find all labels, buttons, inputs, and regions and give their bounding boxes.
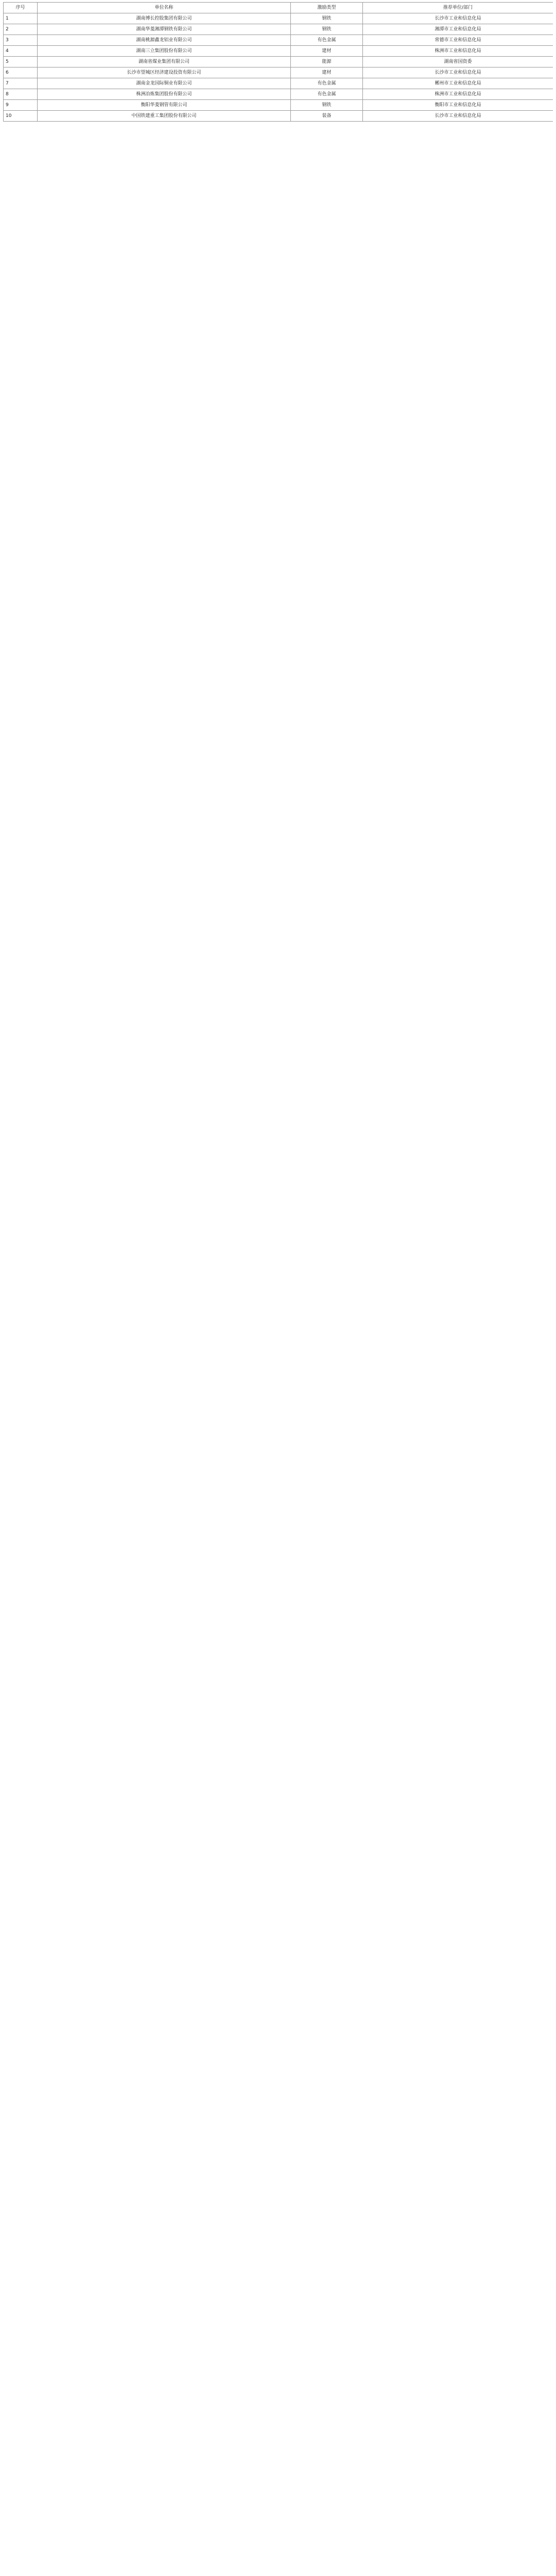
table-row [4,13,553,24]
cell-department: 长沙市工业和信息化局 [363,67,553,78]
cell-department: 长沙市工业和信息化局 [363,111,553,122]
cell-department: 湖南省国资委 [363,57,553,67]
cell-unit: 湖南三立集团股份有限公司 [38,46,291,57]
cell-category: 有色金属 [291,35,363,46]
table-row [4,67,553,78]
cell-no: 9 [4,100,38,111]
table-row [4,24,553,35]
cell-department: 衡阳市工业和信息化局 [363,100,553,111]
cell-category: 建材 [291,46,363,57]
cell-no: 1 [4,13,38,24]
cell-no: 10 [4,111,38,122]
cell-category: 钢铁 [291,24,363,35]
table-row [4,111,553,122]
cell-department: 常德市工业和信息化局 [363,35,553,46]
cell-category: 有色金属 [291,89,363,100]
cell-category: 钢铁 [291,100,363,111]
cell-no: 4 [4,46,38,57]
cell-category: 钢铁 [291,13,363,24]
cell-unit: 湖南桃源鑫龙铝业有限公司 [38,35,291,46]
table-header-row [4,3,553,13]
cell-unit: 长沙市望城区经济建设投资有限公司 [38,67,291,78]
cell-unit: 湖南省煤业集团有限公司 [38,57,291,67]
cell-unit: 中国铁建重工集团股份有限公司 [38,111,291,122]
cell-no: 6 [4,67,38,78]
cell-category: 建材 [291,67,363,78]
cell-department: 株洲市工业和信息化局 [363,89,553,100]
cell-no: 2 [4,24,38,35]
cell-unit: 湖南华菱湘潭钢铁有限公司 [38,24,291,35]
cell-no: 7 [4,78,38,89]
table-row [4,35,553,46]
header-unit: 单位名称 [38,3,291,13]
cell-department: 郴州市工业和信息化局 [363,78,553,89]
header-department: 推荐单位/部门 [363,3,553,13]
cell-unit: 株洲冶炼集团股份有限公司 [38,89,291,100]
table-row [4,46,553,57]
cell-no: 5 [4,57,38,67]
table-row [4,78,553,89]
roster-table [3,2,553,122]
cell-department: 湘潭市工业和信息化局 [363,24,553,35]
cell-department: 长沙市工业和信息化局 [363,13,553,24]
cell-category: 能源 [291,57,363,67]
table-row [4,89,553,100]
header-category: 激励类型 [291,3,363,13]
table-row [4,57,553,67]
cell-unit: 湖南博长控股集团有限公司 [38,13,291,24]
cell-unit: 衡阳华菱钢管有限公司 [38,100,291,111]
cell-no: 3 [4,35,38,46]
cell-unit: 湖南金龙国际铜业有限公司 [38,78,291,89]
cell-category: 有色金属 [291,78,363,89]
roster-sheet [3,2,553,2576]
table-body [4,13,553,122]
header-no: 序号 [4,3,38,13]
cell-no: 8 [4,89,38,100]
cell-category: 装备 [291,111,363,122]
table-row [4,100,553,111]
cell-department: 株洲市工业和信息化局 [363,46,553,57]
